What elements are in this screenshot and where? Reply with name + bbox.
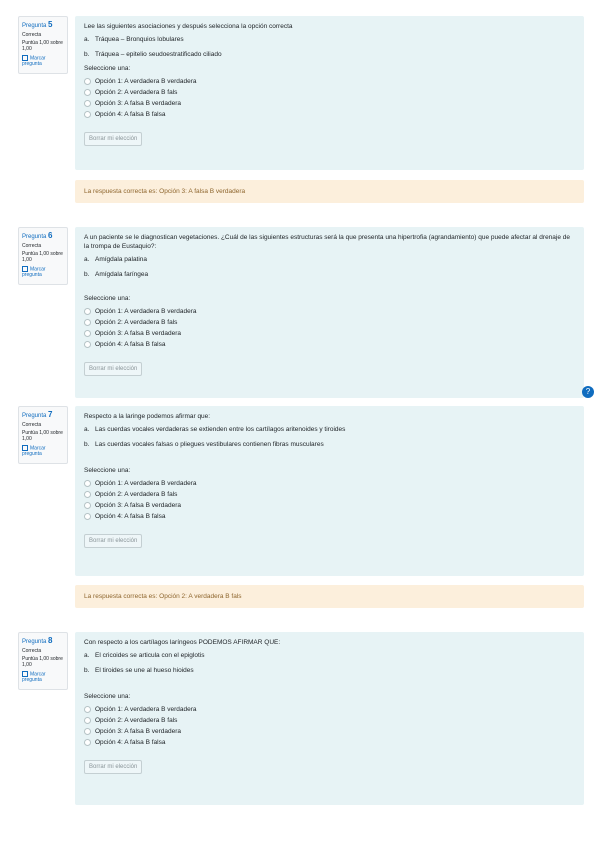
association-a: a. Tráquea – Bronquios lobulares bbox=[84, 36, 184, 43]
option-3[interactable]: Opción 3: A falsa B verdadera bbox=[84, 726, 575, 737]
question-text: Lee las siguientes asociaciones y después selecciona la opción correcta bbox=[84, 23, 293, 30]
association-a: a. Amígdala palatina bbox=[84, 256, 148, 263]
question-state: Correcta bbox=[22, 243, 42, 249]
radio-icon[interactable] bbox=[84, 330, 91, 337]
option-3[interactable]: Opción 3: A falsa B verdadera bbox=[84, 328, 575, 339]
question-state: Correcta bbox=[22, 648, 42, 654]
clear-choice-button[interactable]: Borrar mi elección bbox=[84, 760, 142, 774]
question-grade: Puntúa 1,00 sobre 1,00 bbox=[22, 656, 63, 668]
question-state: Correcta bbox=[22, 422, 42, 428]
radio-icon[interactable] bbox=[84, 480, 91, 487]
option-2[interactable]: Opción 2: A verdadera B fals bbox=[84, 715, 575, 726]
question-content-8 bbox=[75, 632, 584, 805]
flag-icon bbox=[22, 445, 28, 451]
option-1[interactable]: Opción 1: A verdadera B verdadera bbox=[84, 704, 575, 715]
question-number: Pregunta 6 bbox=[22, 231, 53, 240]
radio-icon[interactable] bbox=[84, 319, 91, 326]
association-b: b. Tráquea – epitelio seudoestratificado ciliado bbox=[84, 51, 222, 58]
option-4[interactable]: Opción 4: A falsa B falsa bbox=[84, 339, 575, 350]
association-a: a. El cricoides se articula con el epiglotis bbox=[84, 652, 205, 659]
question-grade: Puntúa 1,00 sobre 1,00 bbox=[22, 40, 63, 52]
radio-icon[interactable] bbox=[84, 502, 91, 509]
question-state: Correcta bbox=[22, 32, 42, 38]
association-b: b. Las cuerdas vocales falsas o pliegues vestibulares contienen fibras musculares bbox=[84, 441, 324, 448]
flag-question-link[interactable]: Marcar pregunta bbox=[22, 266, 46, 279]
question-number: Pregunta 8 bbox=[22, 636, 53, 645]
option-2[interactable]: Opción 2: A verdadera B fals bbox=[84, 317, 575, 328]
flag-question-link[interactable]: Marcar pregunta bbox=[22, 445, 46, 458]
option-4[interactable]: Opción 4: A falsa B falsa bbox=[84, 511, 575, 522]
option-1[interactable]: Opción 1: A verdadera B verdadera bbox=[84, 306, 575, 317]
question-text: A un paciente se le diagnostican vegetaciones. ¿Cuál de las siguientes estructuras será la que presenta una hipertrofia (agrandamiento) que puede afectar al drenaje de la trompa de Eustaquio?: bbox=[84, 234, 571, 250]
question-info-5 bbox=[18, 16, 68, 74]
question-number: Pregunta 5 bbox=[22, 20, 53, 29]
select-prompt: Seleccione una: bbox=[84, 65, 131, 72]
radio-icon[interactable] bbox=[84, 308, 91, 315]
feedback-7: La respuesta correcta es: Opción 2: A verdadera B fals bbox=[75, 585, 584, 608]
association-a: a. Las cuerdas vocales verdaderas se extienden entre los cartílagos aritenoides y tiroides bbox=[84, 426, 346, 433]
option-1[interactable]: Opción 1: A verdadera B verdadera bbox=[84, 478, 575, 489]
flag-icon bbox=[22, 55, 28, 61]
question-info-8 bbox=[18, 632, 68, 690]
radio-icon[interactable] bbox=[84, 89, 91, 96]
option-2[interactable]: Opción 2: A verdadera B fals bbox=[84, 489, 575, 500]
radio-icon[interactable] bbox=[84, 728, 91, 735]
question-text: Respecto a la laringe podemos afirmar que: bbox=[84, 413, 211, 420]
feedback-5: La respuesta correcta es: Opción 3: A falsa B verdadera bbox=[75, 180, 584, 203]
question-grade: Puntúa 1,00 sobre 1,00 bbox=[22, 430, 63, 442]
radio-icon[interactable] bbox=[84, 111, 91, 118]
option-4[interactable]: Opción 4: A falsa B falsa bbox=[84, 737, 575, 748]
radio-icon[interactable] bbox=[84, 341, 91, 348]
option-3[interactable]: Opción 3: A falsa B verdadera bbox=[84, 500, 575, 511]
select-prompt: Seleccione una: bbox=[84, 467, 131, 474]
clear-choice-button[interactable]: Borrar mi elección bbox=[84, 534, 142, 548]
radio-icon[interactable] bbox=[84, 100, 91, 107]
radio-icon[interactable] bbox=[84, 739, 91, 746]
question-content-5 bbox=[75, 16, 584, 170]
option-4[interactable]: Opción 4: A falsa B falsa bbox=[84, 109, 575, 120]
question-icon[interactable]: ? bbox=[582, 386, 594, 398]
question-number: Pregunta 7 bbox=[22, 410, 53, 419]
flag-question-link[interactable]: Marcar pregunta bbox=[22, 671, 46, 684]
flag-icon bbox=[22, 671, 28, 677]
radio-icon[interactable] bbox=[84, 513, 91, 520]
option-1[interactable]: Opción 1: A verdadera B verdadera bbox=[84, 76, 575, 87]
flag-question-link[interactable]: Marcar pregunta bbox=[22, 55, 46, 68]
radio-icon[interactable] bbox=[84, 491, 91, 498]
clear-choice-button[interactable]: Borrar mi elección bbox=[84, 362, 142, 376]
select-prompt: Seleccione una: bbox=[84, 295, 131, 302]
page-break bbox=[0, 398, 600, 404]
select-prompt: Seleccione una: bbox=[84, 693, 131, 700]
radio-icon[interactable] bbox=[84, 706, 91, 713]
question-text: Con respecto a los cartílagos laríngeos PODEMOS AFIRMAR QUE: bbox=[84, 639, 281, 646]
question-info-6 bbox=[18, 227, 68, 285]
question-content-7 bbox=[75, 406, 584, 576]
radio-icon[interactable] bbox=[84, 717, 91, 724]
flag-icon bbox=[22, 266, 28, 272]
option-2[interactable]: Opción 2: A verdadera B fals bbox=[84, 87, 575, 98]
question-content-6 bbox=[75, 227, 584, 398]
association-b: b. El tiroides se une al hueso hioides bbox=[84, 667, 194, 674]
question-info-7 bbox=[18, 406, 68, 464]
question-grade: Puntúa 1,00 sobre 1,00 bbox=[22, 251, 63, 263]
option-3[interactable]: Opción 3: A falsa B verdadera bbox=[84, 98, 575, 109]
radio-icon[interactable] bbox=[84, 78, 91, 85]
clear-choice-button[interactable]: Borrar mi elección bbox=[84, 132, 142, 146]
association-b: b. Amígdala faríngea bbox=[84, 271, 149, 278]
